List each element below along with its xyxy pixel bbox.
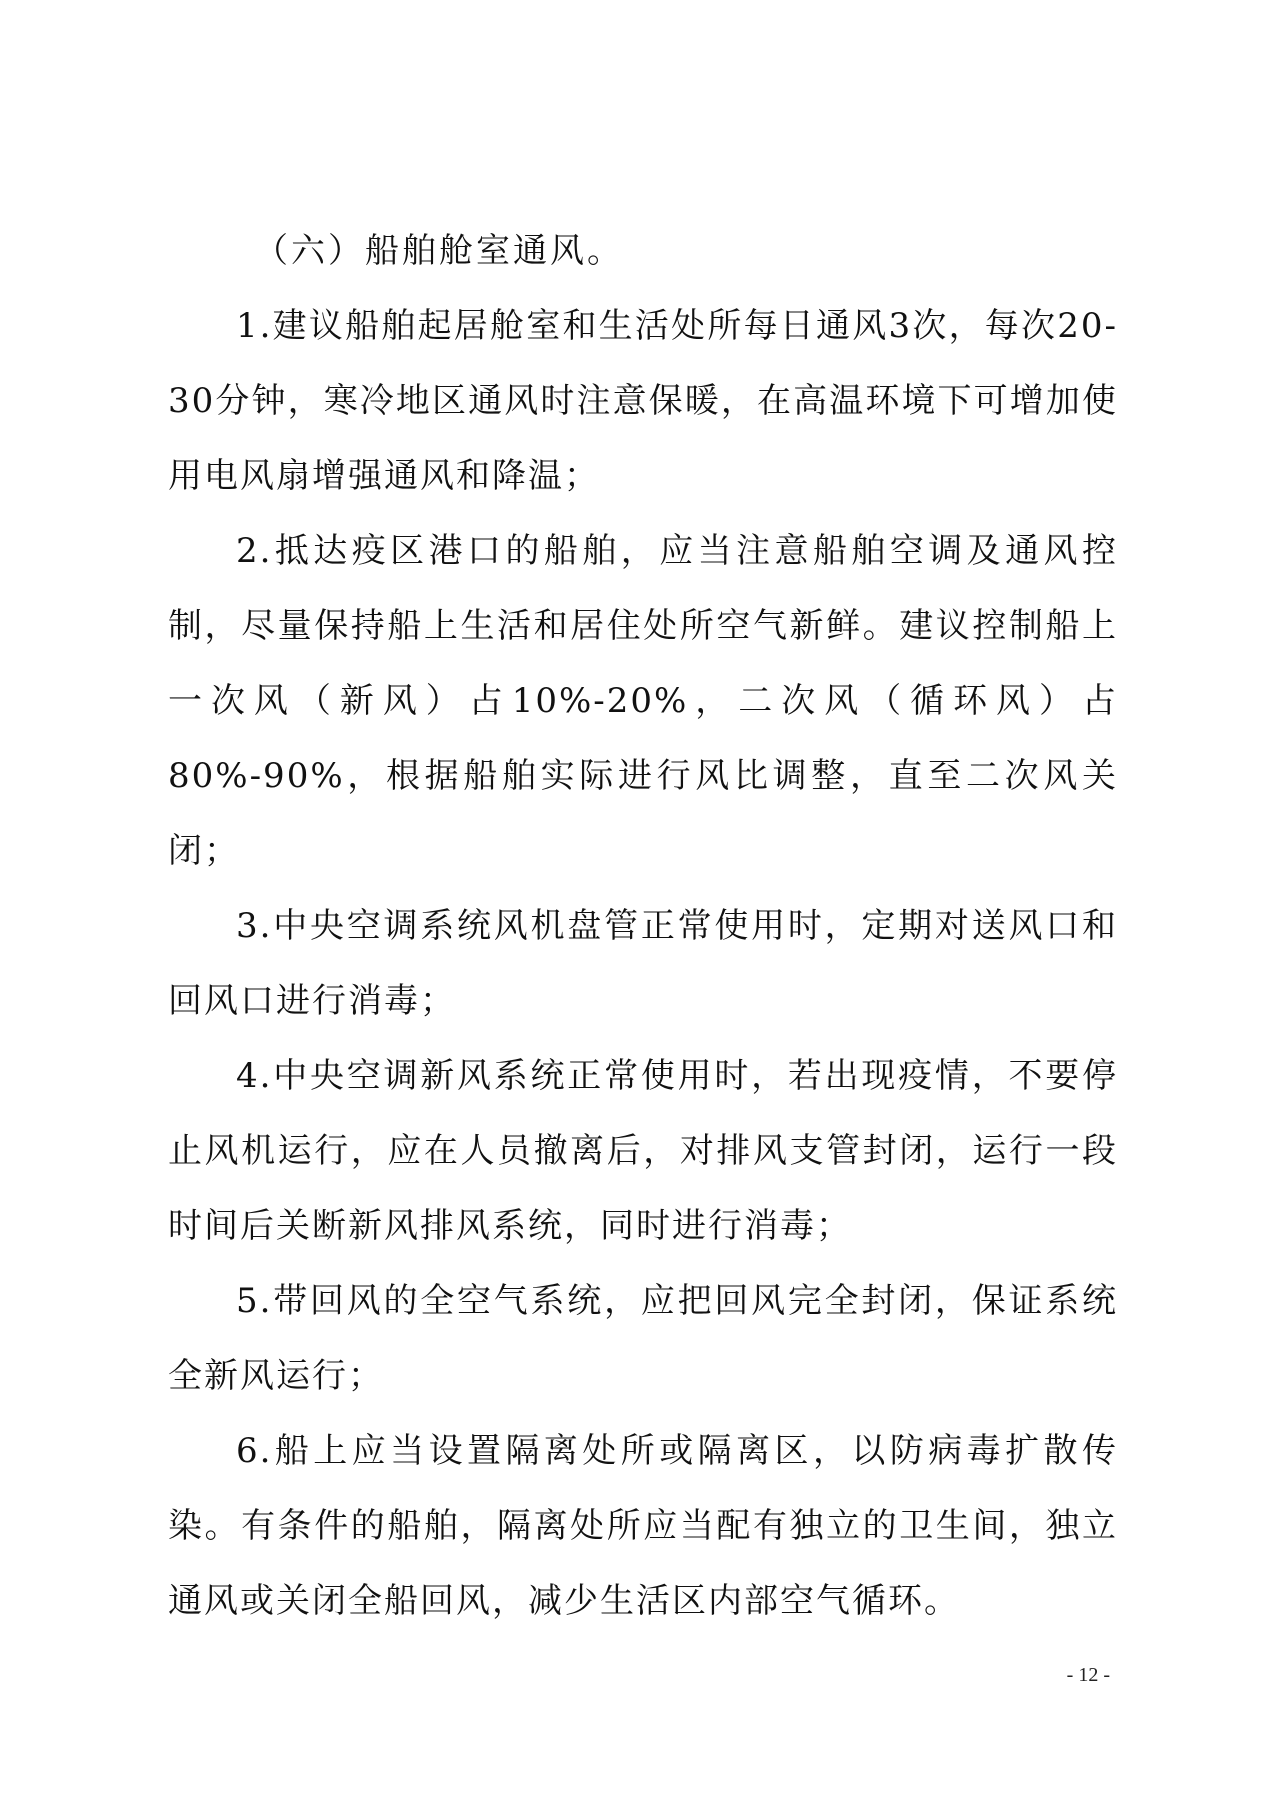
paragraph-3: 3.中央空调系统风机盘管正常使用时，定期对送风口和回风口进行消毒； bbox=[168, 906, 1118, 1021]
document-body bbox=[168, 214, 1118, 1639]
paragraph-4: 4.中央空调新风系统正常使用时，若出现疫情，不要停止风机运行，应在人员撤离后，对排风支管封闭，运行一段时间后关断新风排风系统，同时进行消毒； bbox=[168, 1056, 1118, 1246]
section-heading: （六）船舶舱室通风。 bbox=[254, 231, 624, 271]
paragraph-5: 5.带回风的全空气系统，应把回风完全封闭，保证系统全新风运行； bbox=[168, 1281, 1118, 1396]
paragraph-2: 2.抵达疫区港口的船舶，应当注意船舶空调及通风控制，尽量保持船上生活和居住处所空气新鲜。建议控制船上一次风（新风）占10%-20%，二次风（循环风）占80%-90%，根据船舶实际进行风比调整，直至二次风关闭； bbox=[168, 531, 1118, 871]
paragraph-1: 1.建议船舶起居舱室和生活处所每日通风3次，每次20-30分钟，寒冷地区通风时注意保暖，在高温环境下可增加使用电风扇增强通风和降温； bbox=[168, 306, 1118, 496]
page-number: - 12 - bbox=[1066, 1664, 1110, 1686]
paragraph-6: 6.船上应当设置隔离处所或隔离区，以防病毒扩散传染。有条件的船舶，隔离处所应当配有独立的卫生间，独立通风或关闭全船回风，减少生活区内部空气循环。 bbox=[168, 1431, 1118, 1621]
